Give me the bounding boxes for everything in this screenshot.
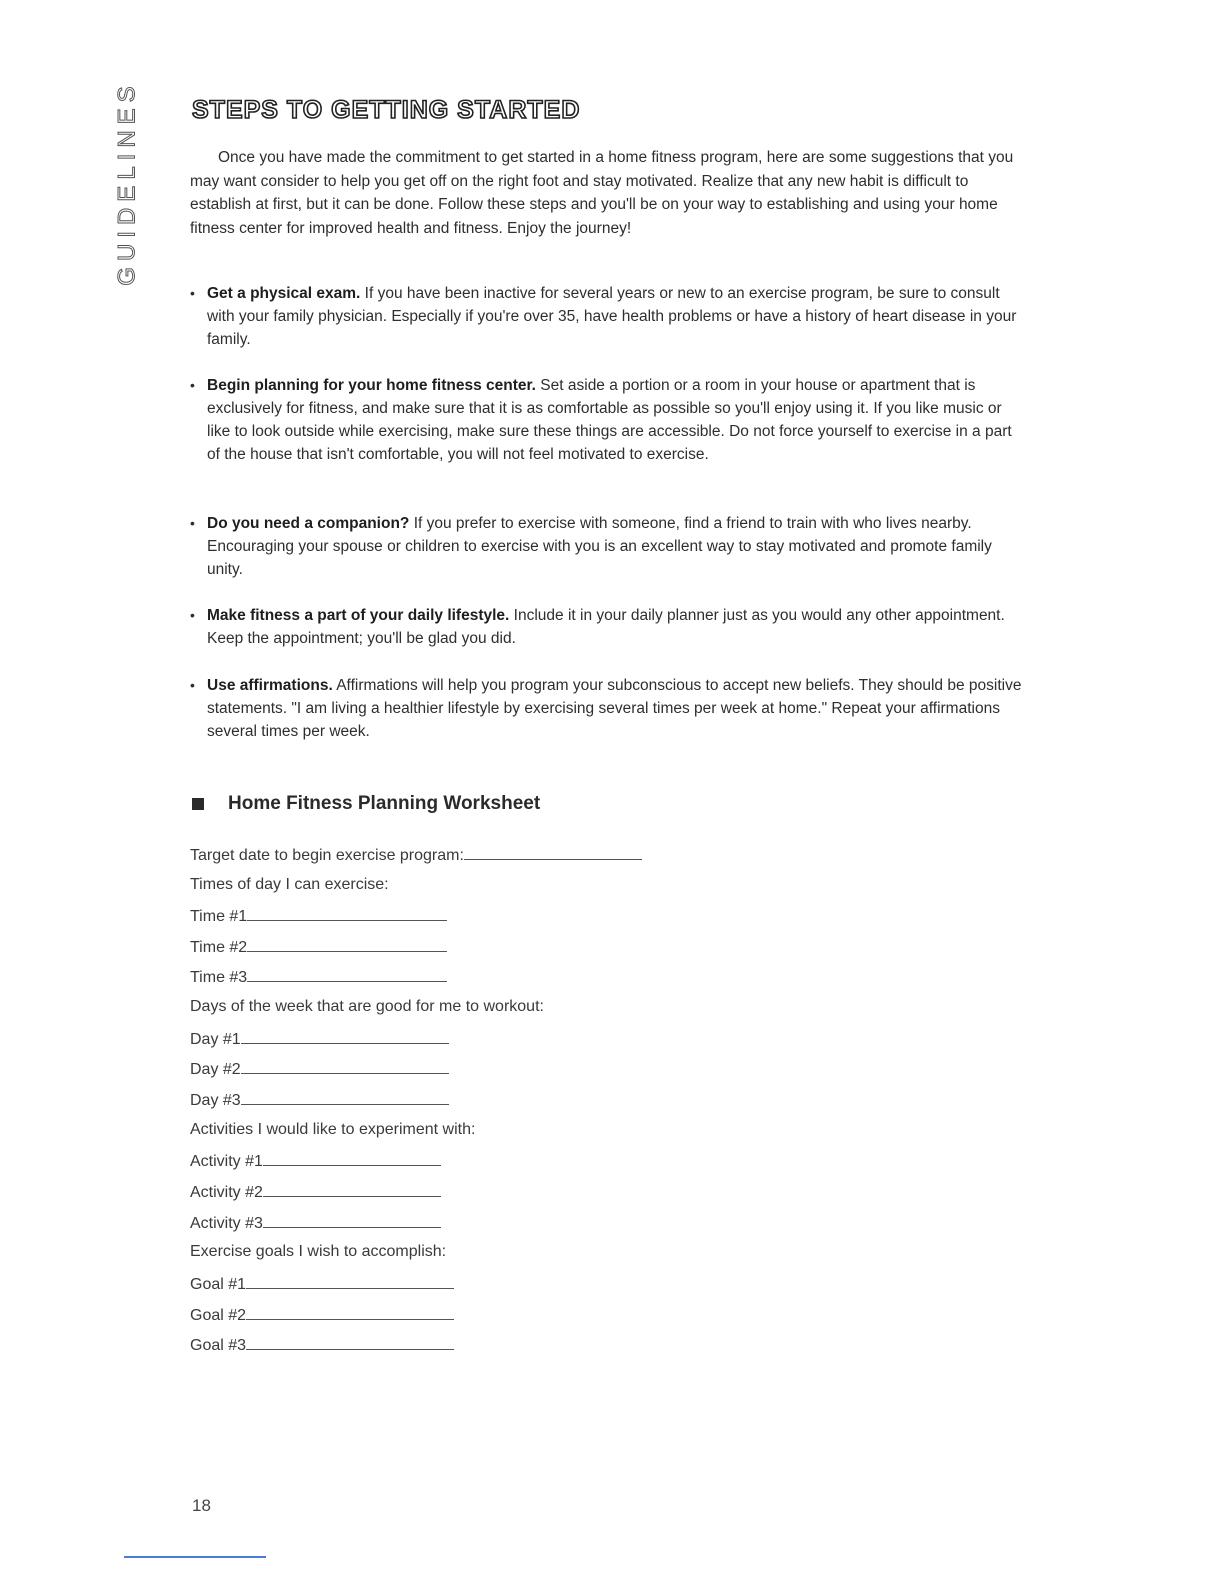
blank-field[interactable]: [246, 1305, 454, 1320]
worksheet-label: Time #3: [190, 969, 248, 986]
blank-field[interactable]: [247, 967, 447, 982]
worksheet-line-goal-3: [190, 1335, 454, 1355]
worksheet-label: Day #3: [190, 1092, 241, 1109]
worksheet-label: Days of the week that are good for me to workout:: [190, 998, 544, 1015]
footer-rule: [124, 1556, 266, 1558]
blank-field[interactable]: [263, 1213, 441, 1228]
worksheet-line-days-heading: [190, 998, 544, 1016]
blank-field[interactable]: [241, 1029, 449, 1044]
tip-item-companion: [190, 512, 1022, 581]
worksheet-label: Day #1: [190, 1031, 241, 1048]
section-side-tab: [110, 80, 146, 286]
intro-paragraph: Once you have made the commitment to get started in a home fitness program, here are some suggestions that you may want consider to help you get off on the right foot and stay motivated. Realize that any new habit is difficult to establish at first, but it can be done. Follow these steps and you'll be on your way to establishing and using your home fitness center for improved health and fitness. Enjoy the journey!: [190, 149, 1014, 237]
tip-text: Set aside a portion or a room in your house or apartment that is exclusively for fitness, and make sure that it is as comfortable as possible so you'll enjoy using it. If you like music or like to look outside while exercising, make sure these things are accessible. Do not force yourself to exercise in a part of the house that isn't comfortable, you will not feel motivated to exercise.: [207, 377, 1012, 463]
page-title: STEPS TO GETTING STARTED: [192, 96, 581, 124]
worksheet-line-time-3: [190, 967, 447, 987]
blank-field[interactable]: [241, 1059, 449, 1074]
worksheet-line-activities-heading: [190, 1121, 475, 1139]
tip-heading: Use affirmations.: [207, 677, 333, 694]
tip-heading: Do you need a companion?: [207, 515, 410, 532]
blank-field[interactable]: [247, 906, 447, 921]
tip-item-daily-lifestyle: [190, 604, 1022, 650]
blank-field[interactable]: [263, 1151, 441, 1166]
tip-heading: Get a physical exam.: [207, 285, 361, 302]
section-side-tab-label: GUIDELINES: [114, 80, 141, 286]
worksheet-label: Activities I would like to experiment with:: [190, 1121, 476, 1138]
worksheet-label: Goal #2: [190, 1307, 247, 1324]
blank-field[interactable]: [246, 1335, 454, 1350]
worksheet-line-activity-3: [190, 1213, 441, 1233]
worksheet-line-times-heading: [190, 876, 389, 894]
worksheet-line-activity-1: [190, 1151, 441, 1171]
bullet-icon: •: [190, 607, 195, 623]
tip-text: Affirmations will help you program your subconscious to accept new beliefs. They should be positive statements. "I am living a healthier lifestyle by exercising several times per week at home." Repeat your affirmations several times per week.: [207, 677, 1022, 740]
tip-text: If you have been inactive for several years or new to an exercise program, be sure to consult with your family physician. Especially if you're over 35, have health problems or have a history of heart disease in your family.: [207, 285, 1017, 348]
blank-field[interactable]: [246, 1274, 454, 1289]
worksheet-label: Exercise goals I wish to accomplish:: [190, 1243, 447, 1260]
bullet-icon: •: [190, 285, 195, 301]
tip-text: If you prefer to exercise with someone, find a friend to train with who lives nearby. Encouraging your spouse or children to exercise with you is an excellent way to stay motivated and promote family unity.: [207, 515, 992, 578]
worksheet-label: Time #2: [190, 939, 248, 956]
blank-field[interactable]: [263, 1182, 441, 1197]
worksheet-label: Activity #3: [190, 1215, 263, 1232]
square-bullet-icon: [192, 798, 204, 810]
worksheet-label: Target date to begin exercise program:: [190, 847, 464, 864]
bullet-icon: •: [190, 677, 195, 693]
worksheet-label: Goal #3: [190, 1337, 247, 1354]
blank-field[interactable]: [247, 937, 447, 952]
tip-item-affirmations: [190, 674, 1022, 743]
worksheet-line-day-1: [190, 1029, 449, 1049]
tip-text: Include it in your daily planner just as you would any other appointment. Keep the appointment; you'll be glad you did.: [207, 607, 1005, 647]
blank-field[interactable]: [464, 845, 642, 860]
worksheet-label: Activity #2: [190, 1184, 263, 1201]
worksheet-line-goal-2: [190, 1305, 454, 1325]
worksheet-line-day-3: [190, 1090, 449, 1110]
worksheet-line-day-2: [190, 1059, 449, 1079]
tip-heading: Make fitness a part of your daily lifestyle.: [207, 607, 510, 624]
worksheet-line-target-date: [190, 845, 642, 865]
worksheet-label: Time #1: [190, 908, 248, 925]
tip-item-physical-exam: [190, 282, 1022, 351]
worksheet-label: Day #2: [190, 1061, 241, 1078]
worksheet-label: Activity #1: [190, 1153, 263, 1170]
worksheet-line-activity-2: [190, 1182, 441, 1202]
tip-heading: Begin planning for your home fitness center.: [207, 377, 536, 394]
worksheet-heading-label: Home Fitness Planning Worksheet: [228, 793, 541, 814]
tip-item-planning: [190, 374, 1022, 466]
worksheet-line-time-1: [190, 906, 447, 926]
blank-field[interactable]: [241, 1090, 449, 1105]
page-number: 18: [192, 1496, 211, 1515]
worksheet-label: Goal #1: [190, 1276, 247, 1293]
bullet-icon: •: [190, 515, 195, 531]
worksheet-line-goals-heading: [190, 1243, 446, 1261]
bullet-icon: •: [190, 377, 195, 393]
worksheet-label: Times of day I can exercise:: [190, 876, 389, 893]
worksheet-line-goal-1: [190, 1274, 454, 1294]
worksheet-heading: [192, 793, 540, 815]
worksheet-line-time-2: [190, 937, 447, 957]
